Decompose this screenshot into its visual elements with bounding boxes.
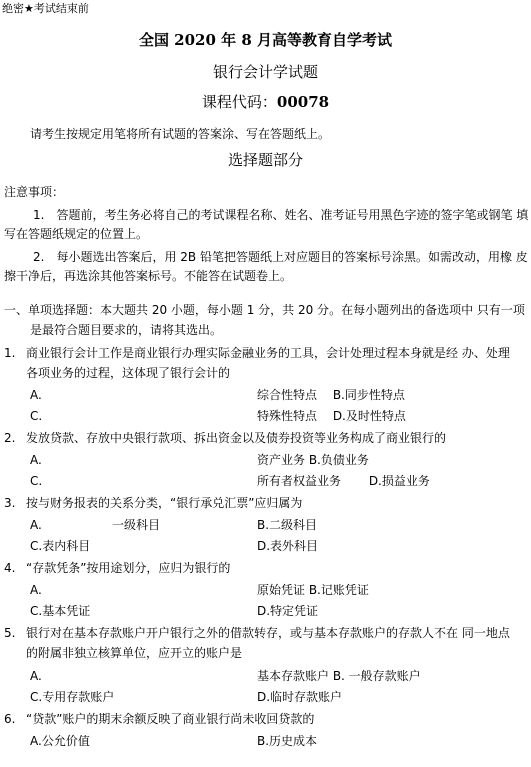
option-label: A. — [30, 453, 42, 467]
option-text: 综合性特点 B.同步性特点 — [257, 388, 405, 402]
question-number: 3. — [4, 496, 16, 510]
option-text: B.二级科目 — [257, 518, 318, 532]
question-5-line2: 的附属非独立核算单位，应开立的账户是 — [26, 646, 243, 660]
note-1-line2: 写在答题纸规定的位置上。 — [4, 227, 149, 241]
question-1-line1: 商业银行会计工作是商业银行办理实际金融业务的工具，会计处理过程本身就是经 办、处理 — [26, 346, 510, 360]
course-code-value: 00078 — [276, 93, 330, 111]
question-5-line1: 银行对在基本存款账户开户银行之外的借款转存，或与基本存款账户的存款人不在 同一地点 — [26, 626, 510, 640]
option-text: D.特定凭证 — [257, 604, 319, 618]
option-label: A. — [30, 388, 42, 402]
option-label: A. — [30, 518, 42, 532]
option-text: A.公允价值 — [30, 734, 90, 748]
question-2-line1: 发放贷款、存放中央银行款项、拆出资金以及债券投资等业务构成了商业银行的 — [26, 431, 447, 445]
question-3-line1: 按与财务报表的关系分类，“银行承兑汇票”应归属为 — [26, 496, 303, 510]
exam-title: 全国 2020 年 8 月高等教育自学考试 — [138, 31, 393, 49]
option-text: B.历史成本 — [257, 734, 318, 748]
question-1-line2: 各项业务的过程，这体现了银行会计的 — [26, 366, 231, 380]
option-text: 一级科目 — [112, 518, 161, 532]
part-one-line2: 是最符合题目要求的，请将其选出。 — [30, 323, 223, 337]
question-number: 4. — [4, 561, 16, 575]
option-label: A. — [30, 583, 42, 597]
option-text: D.临时存款账户 — [257, 690, 343, 704]
question-6-line1: “贷款”账户的期末余额反映了商业银行尚未收回贷款的 — [26, 712, 315, 726]
course-code-label: 课程代码： — [201, 93, 277, 111]
option-text: 资产业务 B.负债业务 — [257, 453, 369, 467]
note-2-line2: 擦干净后，再选涂其他答案标号。不能答在试题卷上。 — [4, 269, 293, 283]
question-number: 2. — [4, 431, 16, 445]
secret-label: 绝密★考试结束前 — [2, 2, 89, 15]
section-title: 选择题部分 — [227, 151, 303, 169]
subject-title: 银行会计学试题 — [212, 63, 318, 81]
question-number: 6. — [4, 712, 16, 726]
option-text: 所有者权益业务 D.损益业务 — [257, 474, 430, 488]
option-text: D.表外科目 — [257, 539, 319, 553]
note-2-line1: 2. 每小题选出答案后，用 2B 铅笔把答题纸上对应题目的答案标号涂黑。如需改动，用橡 皮 — [33, 250, 528, 264]
notes-heading: 注意事项： — [4, 185, 65, 199]
part-one-line1: 一、单项选择题：本大题共 20 小题，每小题 1 分，共 20 分。在每小题列出的备选项中 只有一项 — [4, 303, 525, 317]
option-text: 特殊性特点 D.及时性特点 — [257, 409, 406, 423]
question-number: 1. — [4, 346, 16, 360]
note-1-line1: 1. 答题前，考生务必将自己的考试课程名称、姓名、准考证号用黑色字迹的签字笔或钢笔 填 — [33, 208, 529, 222]
option-text: C.专用存款账户 — [30, 690, 115, 704]
option-label: A. — [30, 669, 42, 683]
answer-instruction: 请考生按规定用笔将所有试题的答案涂、写在答题纸上。 — [30, 127, 331, 141]
option-text: C.表内科目 — [30, 539, 91, 553]
option-text: C.基本凭证 — [30, 604, 91, 618]
option-label: C. — [30, 474, 43, 488]
question-number: 5. — [4, 626, 16, 640]
option-label: C. — [30, 409, 43, 423]
question-4-line1: “存款凭条”按用途划分，应归为银行的 — [26, 561, 231, 575]
option-text: 原始凭证 B.记账凭证 — [257, 583, 369, 597]
course-code-line — [0, 92, 531, 112]
option-text: 基本存款账户 B. 一般存款账户 — [257, 669, 421, 683]
